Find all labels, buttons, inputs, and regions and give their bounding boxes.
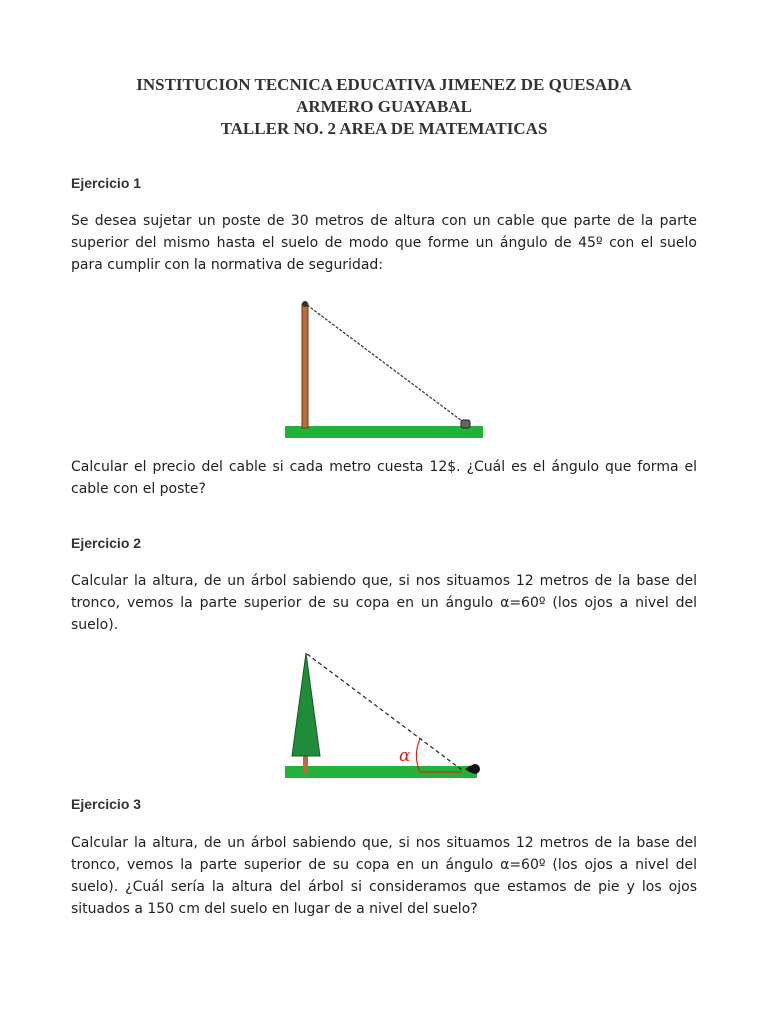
angle-label: α	[399, 746, 411, 766]
exercise-3-title: Ejercicio 3	[71, 796, 142, 812]
exercise-1-question: Calcular el precio del cable si cada metro cuesta 12$. ¿Cuál es el ángulo que forma el cable con el poste?	[71, 459, 697, 497]
cable-anchor	[461, 420, 470, 428]
school-location: ARMERO GUAYABAL	[296, 97, 472, 116]
school-name: INSTITUCION TECNICA EDUCATIVA JIMENEZ DE QUESADA	[136, 75, 632, 94]
exercise-3-text: Calcular la altura, de un árbol sabiendo que, si nos situamos 12 metros de la base del tronco, vemos la parte superior de su copa en un ángulo α=60º (los ojos a nivel del suelo). ¿Cuál sería la altura del árbol si consideramos que estamos de pie y los ojos situados a 150 cm del suelo en lugar de a nivel del suelo?	[71, 835, 697, 917]
exercise-1-text: Se desea sujetar un poste de 30 metros de altura con un cable que parte de la parte superior del mismo hasta el suelo de modo que forme un ángulo de 45º con el suelo para cumplir con la normativa de seguridad:	[71, 213, 697, 273]
document-header	[0, 74, 768, 140]
sight-line	[307, 654, 462, 770]
tree-angle-figure	[280, 648, 490, 782]
pole	[302, 304, 308, 428]
ground-strip	[285, 426, 483, 438]
worksheet-title: TALLER NO. 2 AREA DE MATEMATICAS	[220, 119, 548, 138]
exercise-2-title: Ejercicio 2	[71, 535, 142, 551]
exercise-1-title: Ejercicio 1	[71, 175, 142, 191]
exercise-2-text: Calcular la altura, de un árbol sabiendo que, si nos situamos 12 metros de la base del tronco, vemos la parte superior de su copa en un ángulo α=60º (los ojos a nivel del suelo).	[71, 573, 697, 633]
cable	[307, 305, 466, 424]
tree-crown	[292, 653, 320, 756]
pole-cable-figure	[280, 296, 490, 442]
pole-top-cap	[302, 301, 308, 307]
